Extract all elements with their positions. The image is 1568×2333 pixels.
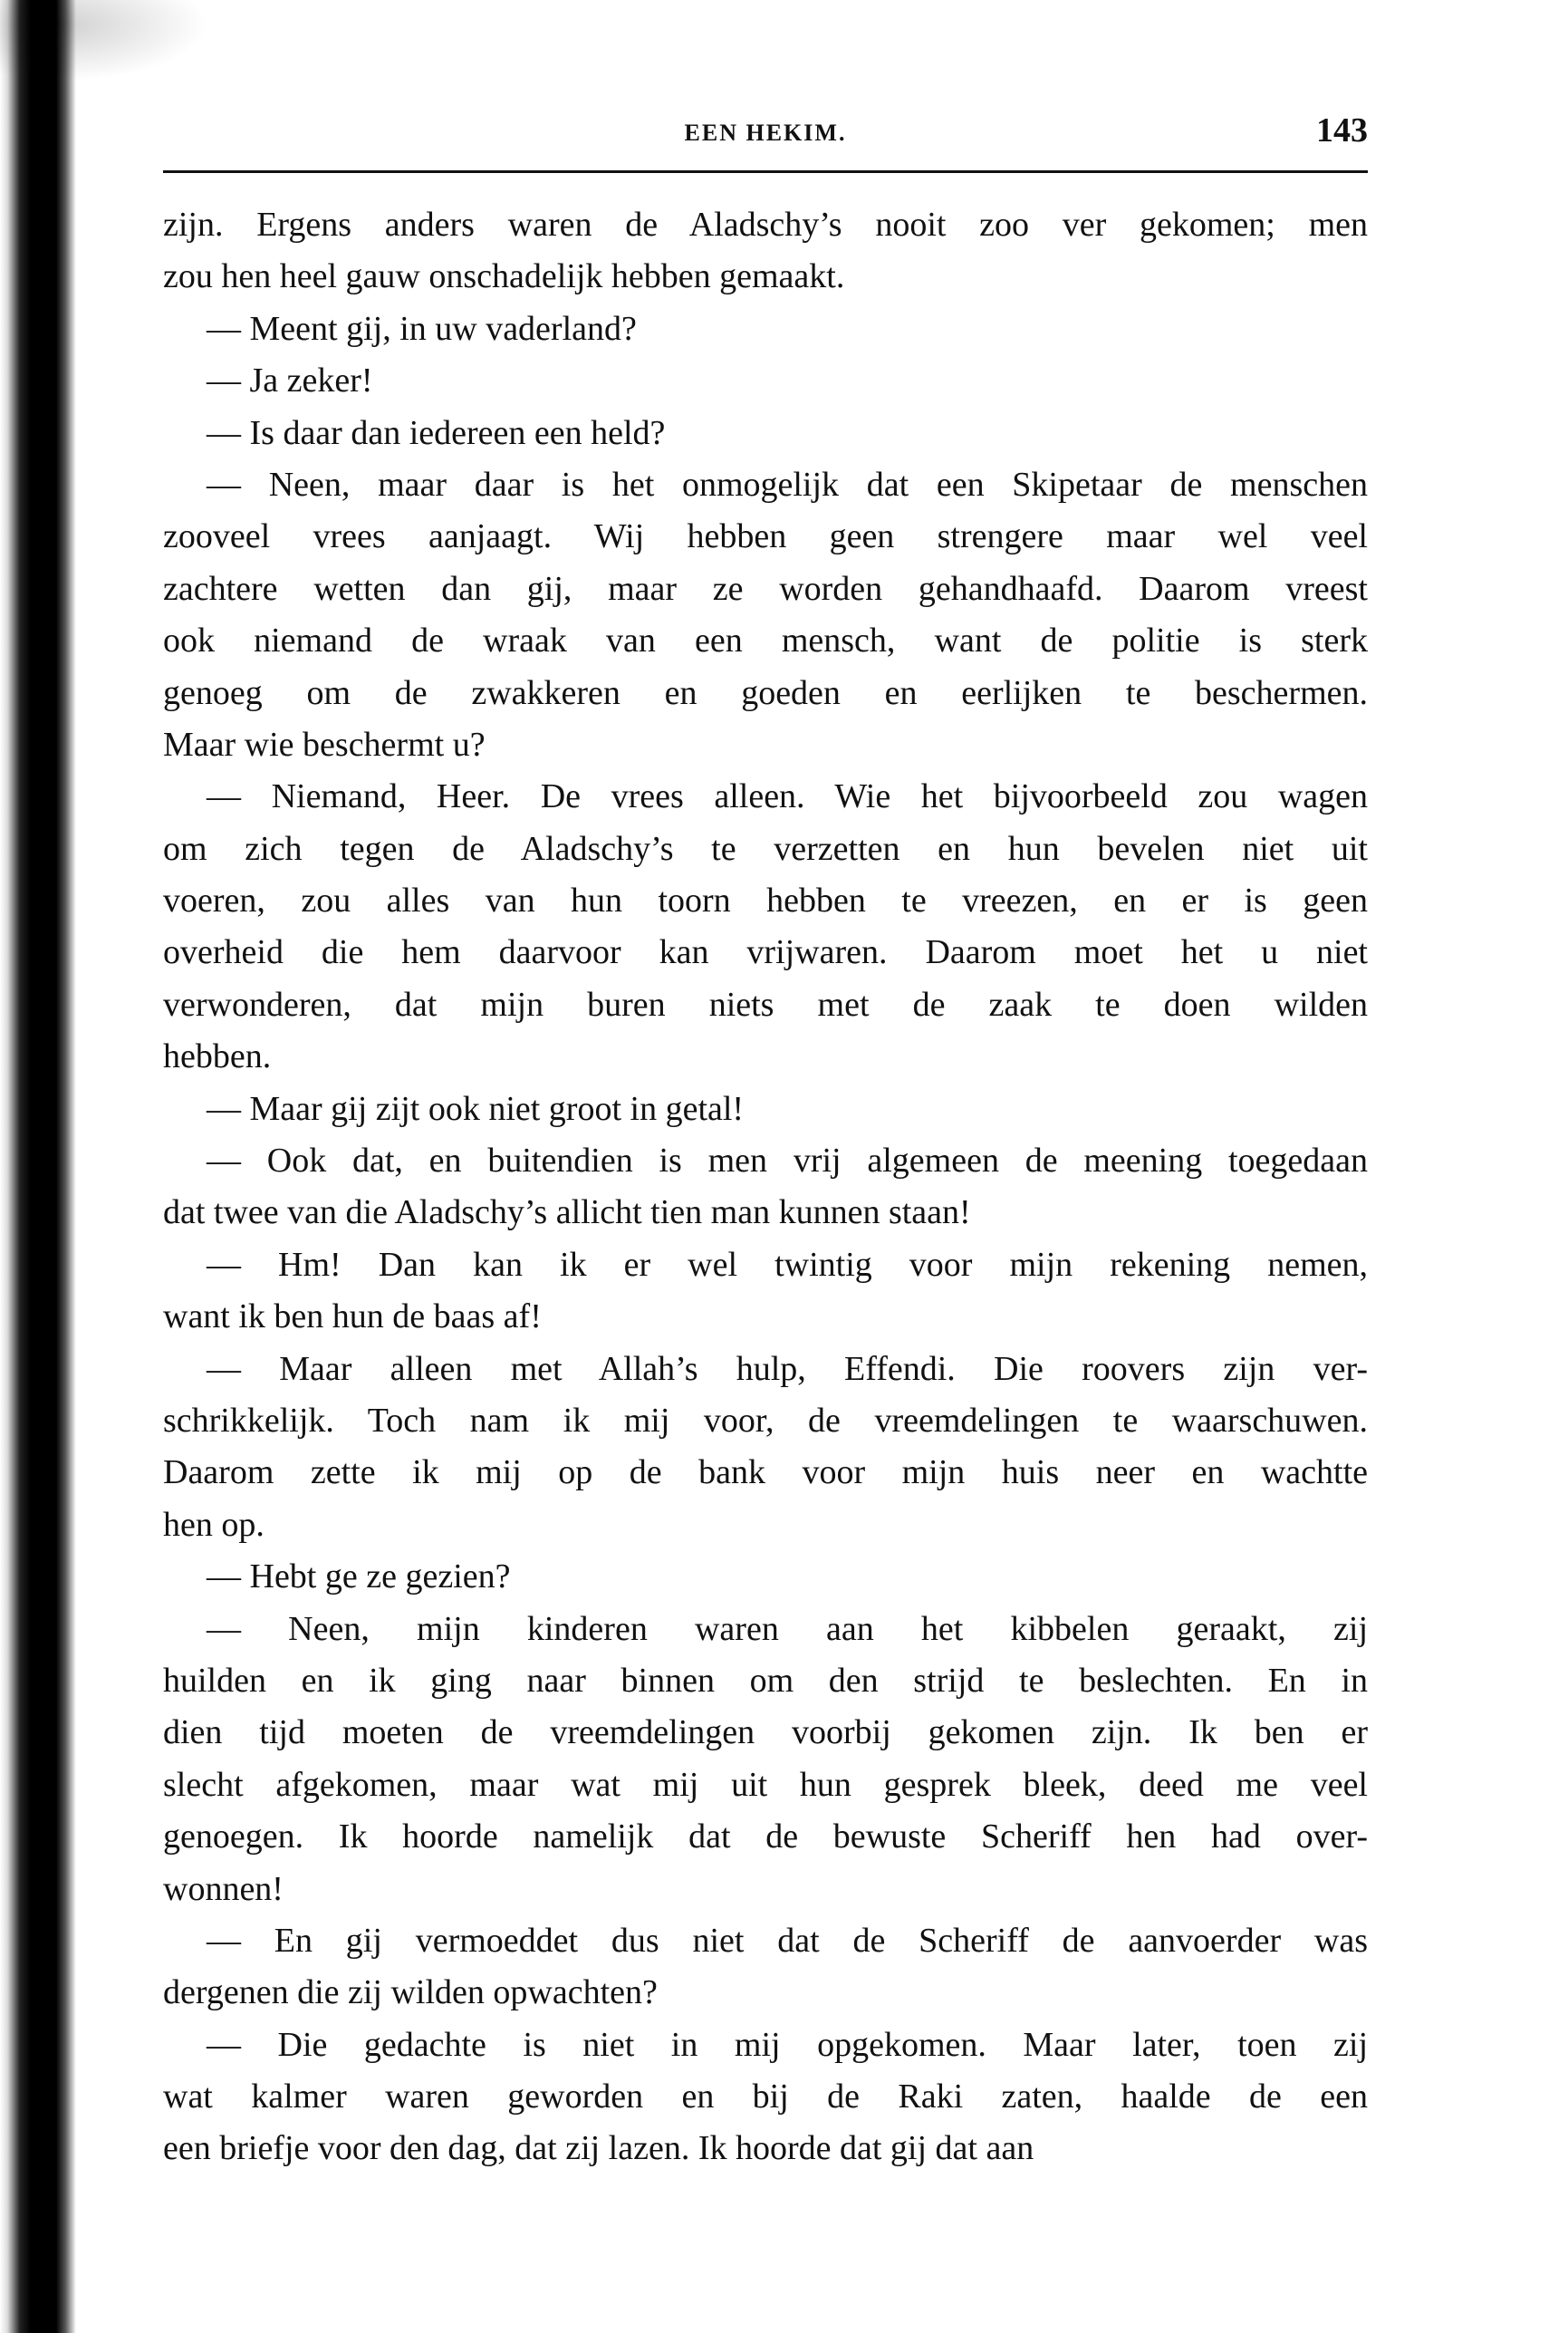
text-line: voeren, zou alles van hun toorn hebben te vreezen, en er is geen <box>163 882 1368 921</box>
text-line: zooveel vrees aanjaagt. Wij hebben geen strengere maar wel veel <box>163 517 1368 556</box>
text-line: — Ook dat, en buitendien is men vrij algemeen de meening toegedaan <box>207 1142 1368 1181</box>
scan-smudge <box>0 0 208 82</box>
text-line: genoeg om de zwakkeren en goeden en eerlijken te beschermen. <box>163 673 1368 712</box>
text-line: want ik ben hun de baas af! <box>163 1297 542 1336</box>
text-line: huilden en ik ging naar binnen om den strijd te beslechten. En in <box>163 1661 1368 1700</box>
text-line: — Meent gij, in uw vaderland? <box>207 309 637 348</box>
running-head-title: EEN HEKIM. <box>684 120 847 146</box>
text-line: ook niemand de wraak van een mensch, want de politie is sterk <box>163 622 1368 660</box>
text-line: een briefje voor den dag, dat zij lazen. Ik hoorde dat gij dat aan <box>163 2129 1034 2168</box>
text-line: dergenen die zij wilden opwachten? <box>163 1973 658 2012</box>
text-line: genoegen. Ik hoorde namelijk dat de bewuste Scheriff hen had over- <box>163 1817 1368 1856</box>
book-spine-shadow <box>0 0 76 2333</box>
text-line: verwonderen, dat mijn buren niets met de zaak te doen wilden <box>163 985 1368 1024</box>
text-line: wonnen! <box>163 1869 284 1908</box>
text-line: om zich tegen de Aladschy’s te verzetten en hun bevelen niet uit <box>163 829 1368 868</box>
running-head <box>163 111 1368 156</box>
text-line: hen op. <box>163 1505 265 1544</box>
text-line: zachtere wetten dan gij, maar ze worden gehandhaafd. Daarom vreest <box>163 569 1368 608</box>
text-line: overheid die hem daarvoor kan vrijwaren. Daarom moet het u niet <box>163 933 1368 972</box>
text-line: slecht afgekomen, maar wat mij uit hun gesprek bleek, deed me veel <box>163 1765 1368 1804</box>
text-line: zijn. Ergens anders waren de Aladschy’s nooit zoo ver gekomen; men <box>163 206 1368 244</box>
text-line: — Niemand, Heer. De vrees alleen. Wie het bijvoorbeeld zou wagen <box>207 777 1368 816</box>
text-line: wat kalmer waren geworden en bij de Raki zaten, haalde de een <box>163 2078 1368 2116</box>
text-line: dien tijd moeten de vreemdelingen voorbij gekomen zijn. Ik ben er <box>163 1713 1368 1752</box>
text-line: — Neen, maar daar is het onmogelijk dat een Skipetaar de menschen <box>207 465 1368 504</box>
text-line: — Hebt ge ze gezien? <box>207 1557 511 1596</box>
body-text <box>163 199 1368 2175</box>
header-rule <box>163 170 1368 173</box>
text-line: hebben. <box>163 1037 272 1076</box>
text-line: — Ja zeker! <box>207 362 373 400</box>
text-line: dat twee van die Aladschy’s allicht tien man kunnen staan! <box>163 1193 971 1232</box>
text-line: zou hen heel gauw onschadelijk hebben gemaakt. <box>163 257 845 296</box>
text-line: schrikkelijk. Toch nam ik mij voor, de vreemdelingen te waarschuwen. <box>163 1401 1368 1440</box>
text-line: — Hm! Dan kan ik er wel twintig voor mijn rekening nemen, <box>207 1245 1368 1284</box>
text-line: — Maar gij zijt ook niet groot in getal! <box>207 1089 745 1128</box>
text-line: — Is daar dan iedereen een held? <box>207 413 666 452</box>
text-line: — Neen, mijn kinderen waren aan het kibbelen geraakt, zij <box>207 1609 1368 1648</box>
text-line: — En gij vermoeddet dus niet dat de Scheriff de aanvoerder was <box>207 1921 1368 1960</box>
text-line: Maar wie beschermt u? <box>163 725 486 764</box>
text-line: Daarom zette ik mij op de bank voor mijn huis neer en wachtte <box>163 1453 1368 1492</box>
page-number: 143 <box>1316 111 1368 149</box>
text-line: — Die gedachte is niet in mij opgekomen. Maar later, toen zij <box>207 2025 1368 2064</box>
text-line: — Maar alleen met Allah’s hulp, Effendi. Die roovers zijn ver- <box>207 1349 1368 1388</box>
